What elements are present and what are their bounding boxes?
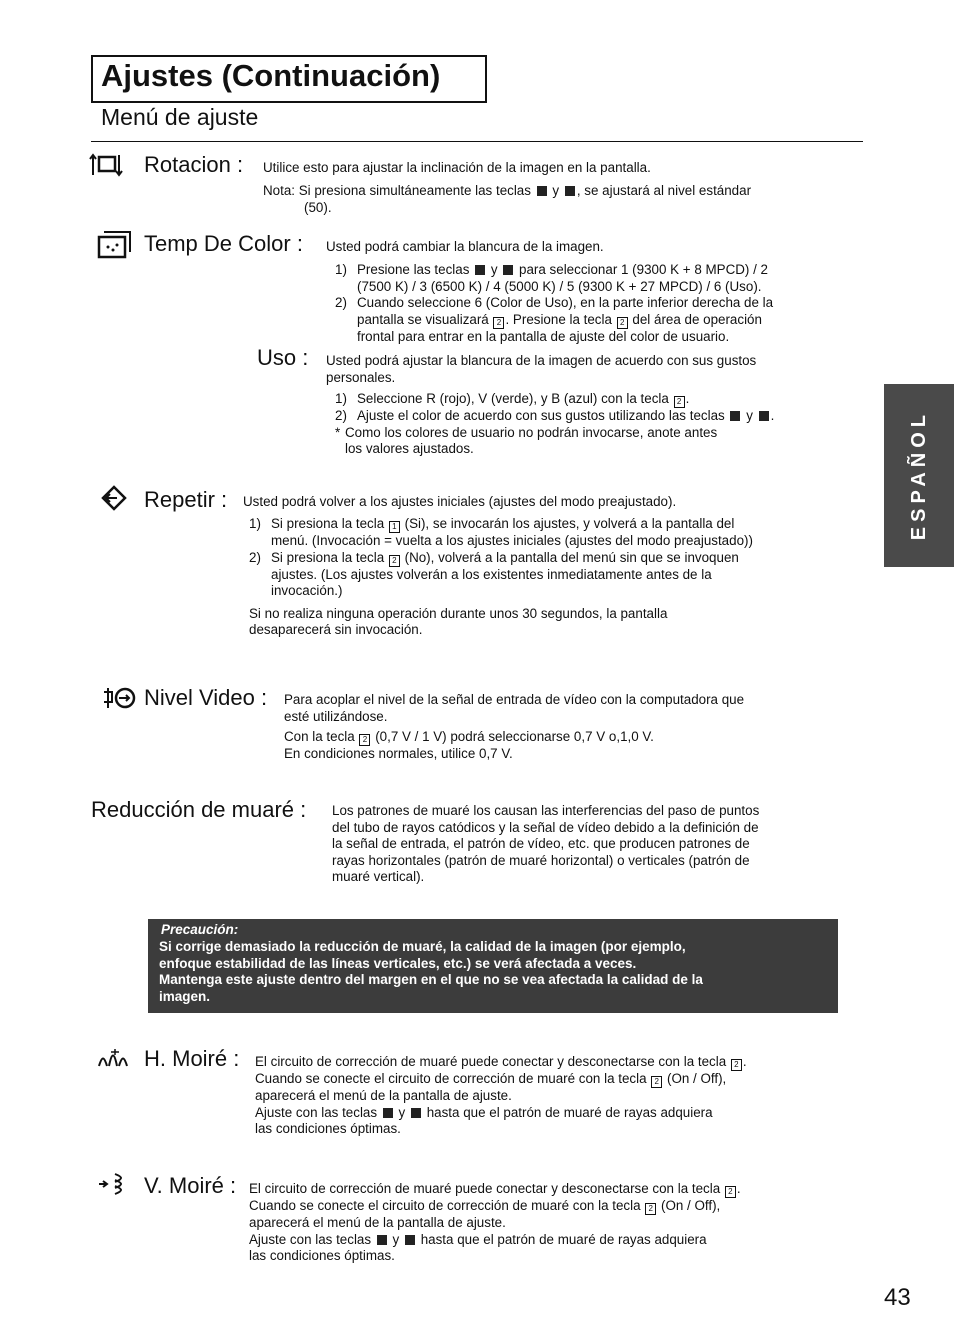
rotacion-note: Nota: Si presiona simultáneamente las teclas y , se ajustará al nivel estándar (50). (263, 183, 752, 215)
right-arrow-key-icon (405, 1235, 415, 1245)
color-temperature-icon (96, 229, 132, 266)
key-1-icon: 1 (389, 521, 400, 533)
page-number: 43 (884, 1284, 911, 1311)
temp-heading: Temp De Color : (144, 231, 303, 256)
key-2-icon: 2 (674, 396, 685, 408)
recall-icon (100, 484, 130, 517)
uso-list: 1) Seleccione R (rojo), V (verde), y B (azul) con la tecla 2 . 2) Ajuste el color de acuerdo con sus gustos utilizando las teclas y . * Como los colores de usuario no podrán invocarse, anote antes los valores ajustados. (335, 391, 775, 456)
key-2-icon: 2 (359, 734, 370, 746)
right-arrow-key-icon (759, 411, 769, 421)
vmoire-text: El circuito de corrección de muaré puede conectar y desconectarse con la tecla 2 . Cuando se conecte el circuito de corrección de muaré con la tecla 2 (On / Off), aparecerá el menú de la pantalla de ajuste. Ajuste con las teclas y hasta que el patrón de muaré de rayas adquiera las condiciones óptimas. (249, 1181, 741, 1263)
v-moire-icon (97, 1171, 133, 1202)
nivel-heading: Nivel Video : (144, 685, 268, 710)
key-2-icon: 2 (651, 1076, 662, 1088)
repetir-list: 1) Si presiona la tecla 1 (Si), se invocarán los ajustes, y volverá a la pantalla del menú. (Invocación = vuelta a los ajustes iniciales (ajustes del modo preajustado)) 2) Si presiona la tecla 2 (No), volverá a la pantalla del menú sin que se invoquen ajustes. (Los ajustes volverán a los existentes inmediatamente antes de la invocación.) Si no realiza ninguna operación durante unos 30 segundos, la pantalla desaparecerá sin invocación. (249, 516, 753, 637)
page-title: Ajustes (Continuación) (101, 58, 441, 93)
vmoire-heading: V. Moiré : (144, 1173, 237, 1198)
uso-heading: Uso : (257, 345, 309, 370)
key-2-icon: 2 (493, 317, 504, 329)
repetir-heading: Repetir : (144, 487, 228, 512)
hmoire-text: El circuito de corrección de muaré puede conectar y desconectarse con la tecla 2 . Cuando se conecte el circuito de corrección de muaré con la tecla 2 (On / Off), aparecerá el menú de la pantalla de ajuste. Ajuste con las teclas y hasta que el patrón de muaré de rayas adquiera las condiciones óptimas. (255, 1054, 747, 1136)
left-arrow-key-icon (730, 411, 740, 421)
page-subtitle: Menú de ajuste (101, 104, 259, 130)
rotacion-heading: Rotacion : (144, 152, 244, 177)
right-arrow-key-icon (565, 186, 575, 196)
caution-box (148, 919, 838, 1013)
nivel-text: Para acoplar el nivel de la señal de entrada de vídeo con la computadora que esté utilizándose. Con la tecla 2 (0,7 V / 1 V) podrá seleccionarse 0,7 V o,1,0 V. En condiciones normales, utilice 0,7 V. (284, 692, 745, 761)
key-2-icon: 2 (645, 1203, 656, 1215)
left-arrow-key-icon (377, 1235, 387, 1245)
key-2-icon: 2 (731, 1059, 742, 1071)
repetir-text: Usted podrá volver a los ajustes iniciales (ajustes del modo preajustado). (243, 494, 677, 509)
temp-list: 1) Presione las teclas y para seleccionar 1 (9300 K + 8 MPCD) / 2 (7500 K) / 3 (6500 K) / 4 (5000 K) / 5 (9300 K + 27 MPCD) / 6 (Uso). 2) Cuando seleccione 6 (Color de Uso), en la parte inferior derecha de la pantalla se visualizará 2 . Presione la tecla 2 del área de operación frontal para entrar en la pantalla de ajuste del color de usuario. (335, 262, 774, 344)
left-arrow-key-icon (383, 1108, 393, 1118)
reduccion-heading: Reducción de muaré : (91, 797, 307, 822)
key-2-icon: 2 (617, 317, 628, 329)
language-tab (884, 384, 954, 567)
hmoire-heading: H. Moiré : (144, 1046, 240, 1071)
reduccion-text: Los patrones de muaré los causan las interferencias del paso de puntos del tubo de rayos catódicos y la señal de vídeo debido a la definición de la señal de entrada, el patrón de vídeo, etc. que producen patrones de rayas horizontales (patrón de muaré horizontal) o verticales (patrón de muaré vertical). (332, 803, 760, 884)
caution-text: Si corrige demasiado la reducción de muaré, la calidad de la imagen (por ejemplo, enfoque estabilidad de las líneas verticales, etc.) se verá afectada a veces. Mantenga este ajuste dentro del margen en el que no se vea afectada la calidad de la imagen. (159, 939, 703, 1004)
uso-text: Usted podrá ajustar la blancura de la imagen de acuerdo con sus gustos personales. (326, 353, 757, 385)
header-divider (91, 141, 863, 142)
h-moire-icon (97, 1048, 133, 1075)
left-arrow-key-icon (537, 186, 547, 196)
right-arrow-key-icon (411, 1108, 421, 1118)
temp-text: Usted podrá cambiar la blancura de la imagen. (326, 239, 604, 254)
right-arrow-key-icon (503, 265, 513, 275)
key-2-icon: 2 (725, 1186, 736, 1198)
left-arrow-key-icon (475, 265, 485, 275)
rotacion-text: Utilice esto para ajustar la inclinación de la imagen en la pantalla. (263, 160, 651, 175)
caution-heading: Precaución: (161, 922, 239, 937)
key-2-icon: 2 (389, 555, 400, 567)
rotation-icon (89, 152, 123, 183)
video-level-icon (102, 686, 138, 715)
language-tab-label: ESPAÑOL (907, 410, 930, 541)
